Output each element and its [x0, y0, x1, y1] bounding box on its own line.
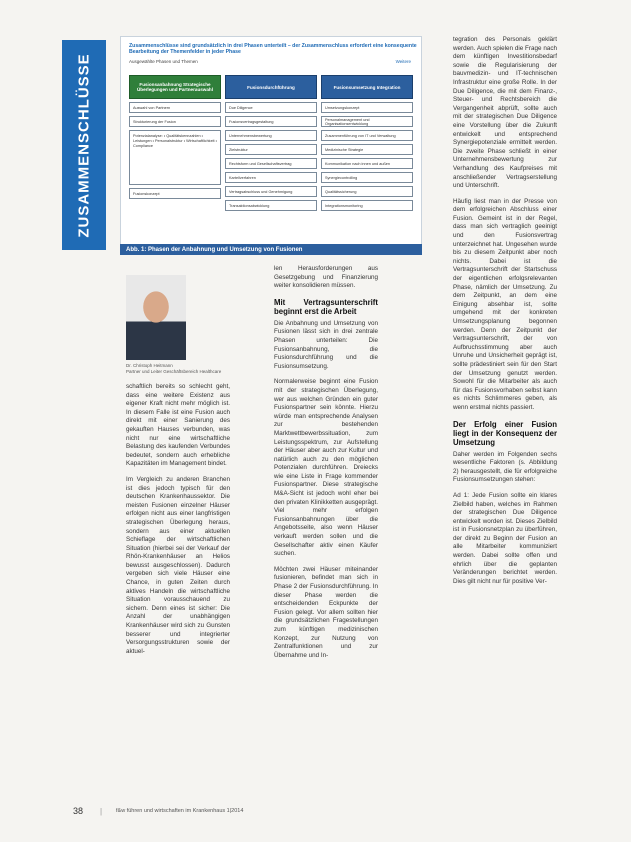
page-number: 38 — [73, 806, 84, 816]
author-portrait — [126, 275, 186, 360]
phase-column-1 — [129, 75, 221, 199]
phase-column-3 — [321, 75, 413, 211]
figure-subtitle: Ausgewählte Phasen und Themen — [129, 59, 198, 64]
figure-caption: Abb. 1: Phasen der Anbahnung und Umsetzung von Fusionen — [120, 244, 422, 255]
phase-cell: Zusammenführung von IT und Verwaltung — [321, 130, 413, 141]
section-heading: Mit Vertragsunterschrift beginnt erst die Arbeit — [274, 297, 378, 316]
portrait-caption — [126, 363, 236, 374]
author-name: Dr. Christoph Heitmann — [126, 363, 173, 368]
paragraph: Ad 1: Jede Fusion sollte ein klares Zielbild haben, welches im Rahmen der strategischen Due Diligence entwickelt worden ist. Dieses Zielbild ist in Fusionsnetzplan zu überführen, der direkt zu Beginn der Fusion an alle Mitarbeiter kommuniziert werden. Dabei sollte offen und ehrlich über die geplanten Veränderungen berichtet werden. Dies gilt nicht nur für positive Ver- — [453, 491, 557, 585]
phase-cell: Umsetzungskonzept — [321, 102, 413, 113]
figure-link: Weitere — [395, 59, 411, 64]
paragraph: Möchten zwei Häuser miteinander fusionieren, befindet man sich in Phase 2 der Fusionsdurchführung. In dieser Phase werden die entscheidenden Eckpunkte der Fusion gelegt. Vor allem sollten hier die grundsätzlichen Fragestellungen zum künftigen medizinischen Konzept, zur Nutzung von Zentralfunktionen und zur Übernahme und In- — [274, 565, 378, 659]
paragraph: tegration des Personals geklärt werden. Auch spielen die Frage nach dem künftigen Investitionsbedarf sowie die Regularisierung der bauvmedizin- und IT-technischen Infrastruktur eine große Rolle. In der Due Diligence, die mit dem Finanz-, Steuer- und Rechtsbereich die Vergangenheit abprüft, sollte auch mit der strategischen Due Diligence eine Vorstellung über die Zukunft entwickelt und entsprechend Synergiepotenziale ermittelt werden. Die zweite Phase schließt in einer Unternehmensbewertung zur Verhandlung des Kaufpreises mit anschließender Vertragserstellung und Unterschrift. — [453, 36, 557, 190]
text-column-1 — [126, 383, 230, 663]
phase-cell: Fusionskonzept — [129, 188, 221, 199]
footer-publication: f&w führen und wirtschaften im Krankenhaus 1|2014 — [116, 808, 244, 814]
paragraph: Daher werden im Folgenden sechs wesentliche Faktoren (s. Abbildung 2) herausgestellt, die für erfolgreiche Fusionsumsetzungen stehen: — [453, 450, 557, 484]
phase-cell: Synergiecontrolling — [321, 172, 413, 183]
phase-cell: Qualitätssicherung — [321, 186, 413, 197]
phase-cell: Kartellverfahren — [225, 172, 317, 183]
phase-cell: Kommunikation nach innen und außen — [321, 158, 413, 169]
paragraph: Häufig liest man in der Presse von dem erfolgreichen Abschluss einer Fusion. Gemeint ist in der Regel, dass man sich vertraglich geeinigt und den Fusionsvertrag unterzeichnet hat. Ungesehen wurde bis zu diesem Zeitpunkt aber noch nichts. Dabei ist die Vertragsunterschrift der Startschuss der eigentlichen erfolgsrelevanten Phase, nämlich der Umsetzung. Zu dem Zeitpunkt, an dem eine Einigung absehbar ist, sollte umgehend mit der konkreten Umsetzungsplanung begonnen werden. Denn der Zeitpunkt der Vertragsunterschrift, der von Aufbruchsstimmung aber auch Unruhe und Unsicherheit geprägt ist, sollte prädestiniert sein für den Start der Umsetzung genutzt werden. Sowohl für die Mitarbeiter als auch für das Fusionsvorhaben selbst kann es nichts Schlimmeres geben, als wenn erstmal nichts passiert. — [453, 197, 557, 411]
phase-cell: Personalmanagement und Organisationsentwicklung — [321, 116, 413, 127]
paragraph: Die Anbahnung und Umsetzung von Fusionen lässt sich in drei zentrale Phasen unterteilen: Die Fusionsanbahnung, die Fusionsdurchführung und die Fusionsumsetzung. — [274, 319, 378, 370]
phase-cell: Potenzialanalyse: • Qualitätskennzahlen • Leistungen • Personalstruktur • Wirtschaftlichkeit • Compliance — [129, 130, 221, 185]
phase-column-2 — [225, 75, 317, 211]
phase-cell: Auswahl von Partnern — [129, 102, 221, 113]
footer-separator: | — [100, 807, 103, 816]
paragraph: Normalerweise beginnt eine Fusion mit der strategischen Überlegung, wer aus welchen Gründen ein guter Fusionspartner sein könnte. Hierzu würde man entsprechende Analysen zur bestehenden Marktwettbewerbssituation, zum Leistungsspektrum, zur Aufstellung der Häuser aber auch zur Kultur und natürlich auch zu den möglichen Potenzialen durchführen. Dreiecks wie eine Liste in Frage kommender Fusionspartner. Diese strategische M&A-Sicht ist jedoch wohl eher bei den privaten Klinikketten ausgeprägt. Viel mehr erfolgen Fusionsanbahnungen über die Angebotsseite, also wenn Häuser verkauft werden sollen und die Gesellschafter aktiv einen Käufer suchen. — [274, 378, 378, 558]
phase-cell: Vertragsabschluss und Genehmigung — [225, 186, 317, 197]
section-tab — [62, 40, 106, 250]
figure-phases — [120, 36, 422, 246]
phase-cell: Integrationsmonitoring — [321, 200, 413, 211]
paragraph: schaftlich bereits so schlecht geht, dass eine weitere Existenz aus eigener Kraft nicht mehr möglich ist. In diesem Falle ist eine Fusion auch direkt mit einer Sanierung des gekauften Hauses verbunden, was nicht nur eine wirtschaftliche Belastung des kaufenden Verbundes bedeutet, sondern auch erhebliche Kapazitäten im Management bindet. — [126, 383, 230, 468]
paragraph: len Herausforderungen aus Gesetzgebung und Finanzierung weiter konsolidieren müssen. — [274, 265, 378, 290]
phase-cell: Fusionsvertragsgestaltung — [225, 116, 317, 127]
phase-cell: Zielstruktur — [225, 144, 317, 155]
text-column-3 — [453, 36, 557, 593]
text-column-2 — [274, 265, 378, 667]
phase-cell: Transaktionsabwicklung — [225, 200, 317, 211]
phase-cell: Unternehmensbewertung — [225, 130, 317, 141]
author-role: Partner und Leiter Geschäftsbereich Healthcare — [126, 368, 222, 374]
phase-head-1: Fusionsanbahnung Strategische Überlegungen und Partnerauswahl — [129, 75, 221, 99]
phase-cell: Due Diligence — [225, 102, 317, 113]
section-heading: Der Erfolg einer Fusion liegt in der Konsequenz der Umsetzung — [453, 419, 557, 447]
paragraph: Im Vergleich zu anderen Branchen ist dies jedoch typisch für den deutschen Krankenhaussektor. Die meisten Fusionen einzelner Häuser erfolgen nicht aus einer langfristigen strategischen Überlegung heraus, sondern aus einer aktuellen Schieflage der wirtschaftlichen Situation (hierbei sei der Verkauf der Rhön-Krankenhäuser an Helios bewusst ausgeschlossen). Dadurch vergeben sich viele Häuser eine Chance, in guten Zeiten durch aktives Handeln die wirtschaftliche Situation vorausschauend zu sichern. Denn eines ist sicher: Die Anzahl der unabhängigen Krankenhäuser wird sich zu Gunsten besserer und integrierter Versorgungsstrukturen sowie der aktuel- — [126, 475, 230, 655]
section-tab-label: ZUSAMMENSCHLÜSSE — [75, 52, 93, 238]
phase-cell: Strukturierung der Fusion — [129, 116, 221, 127]
phase-cell: Rechtsform und Gesellschaftsvertrag — [225, 158, 317, 169]
phase-cell: Medizinische Strategie — [321, 144, 413, 155]
phase-head-2: Fusionsdurchführung — [225, 75, 317, 99]
phase-head-3: Fusionsumsetzung Integration — [321, 75, 413, 99]
figure-title: Zusammenschlüsse sind grundsätzlich in drei Phasen unterteilt – der Zusammenschluss erfordert eine konsequente Bearbeitung der Themenfelder in jeder Phase — [129, 43, 417, 56]
